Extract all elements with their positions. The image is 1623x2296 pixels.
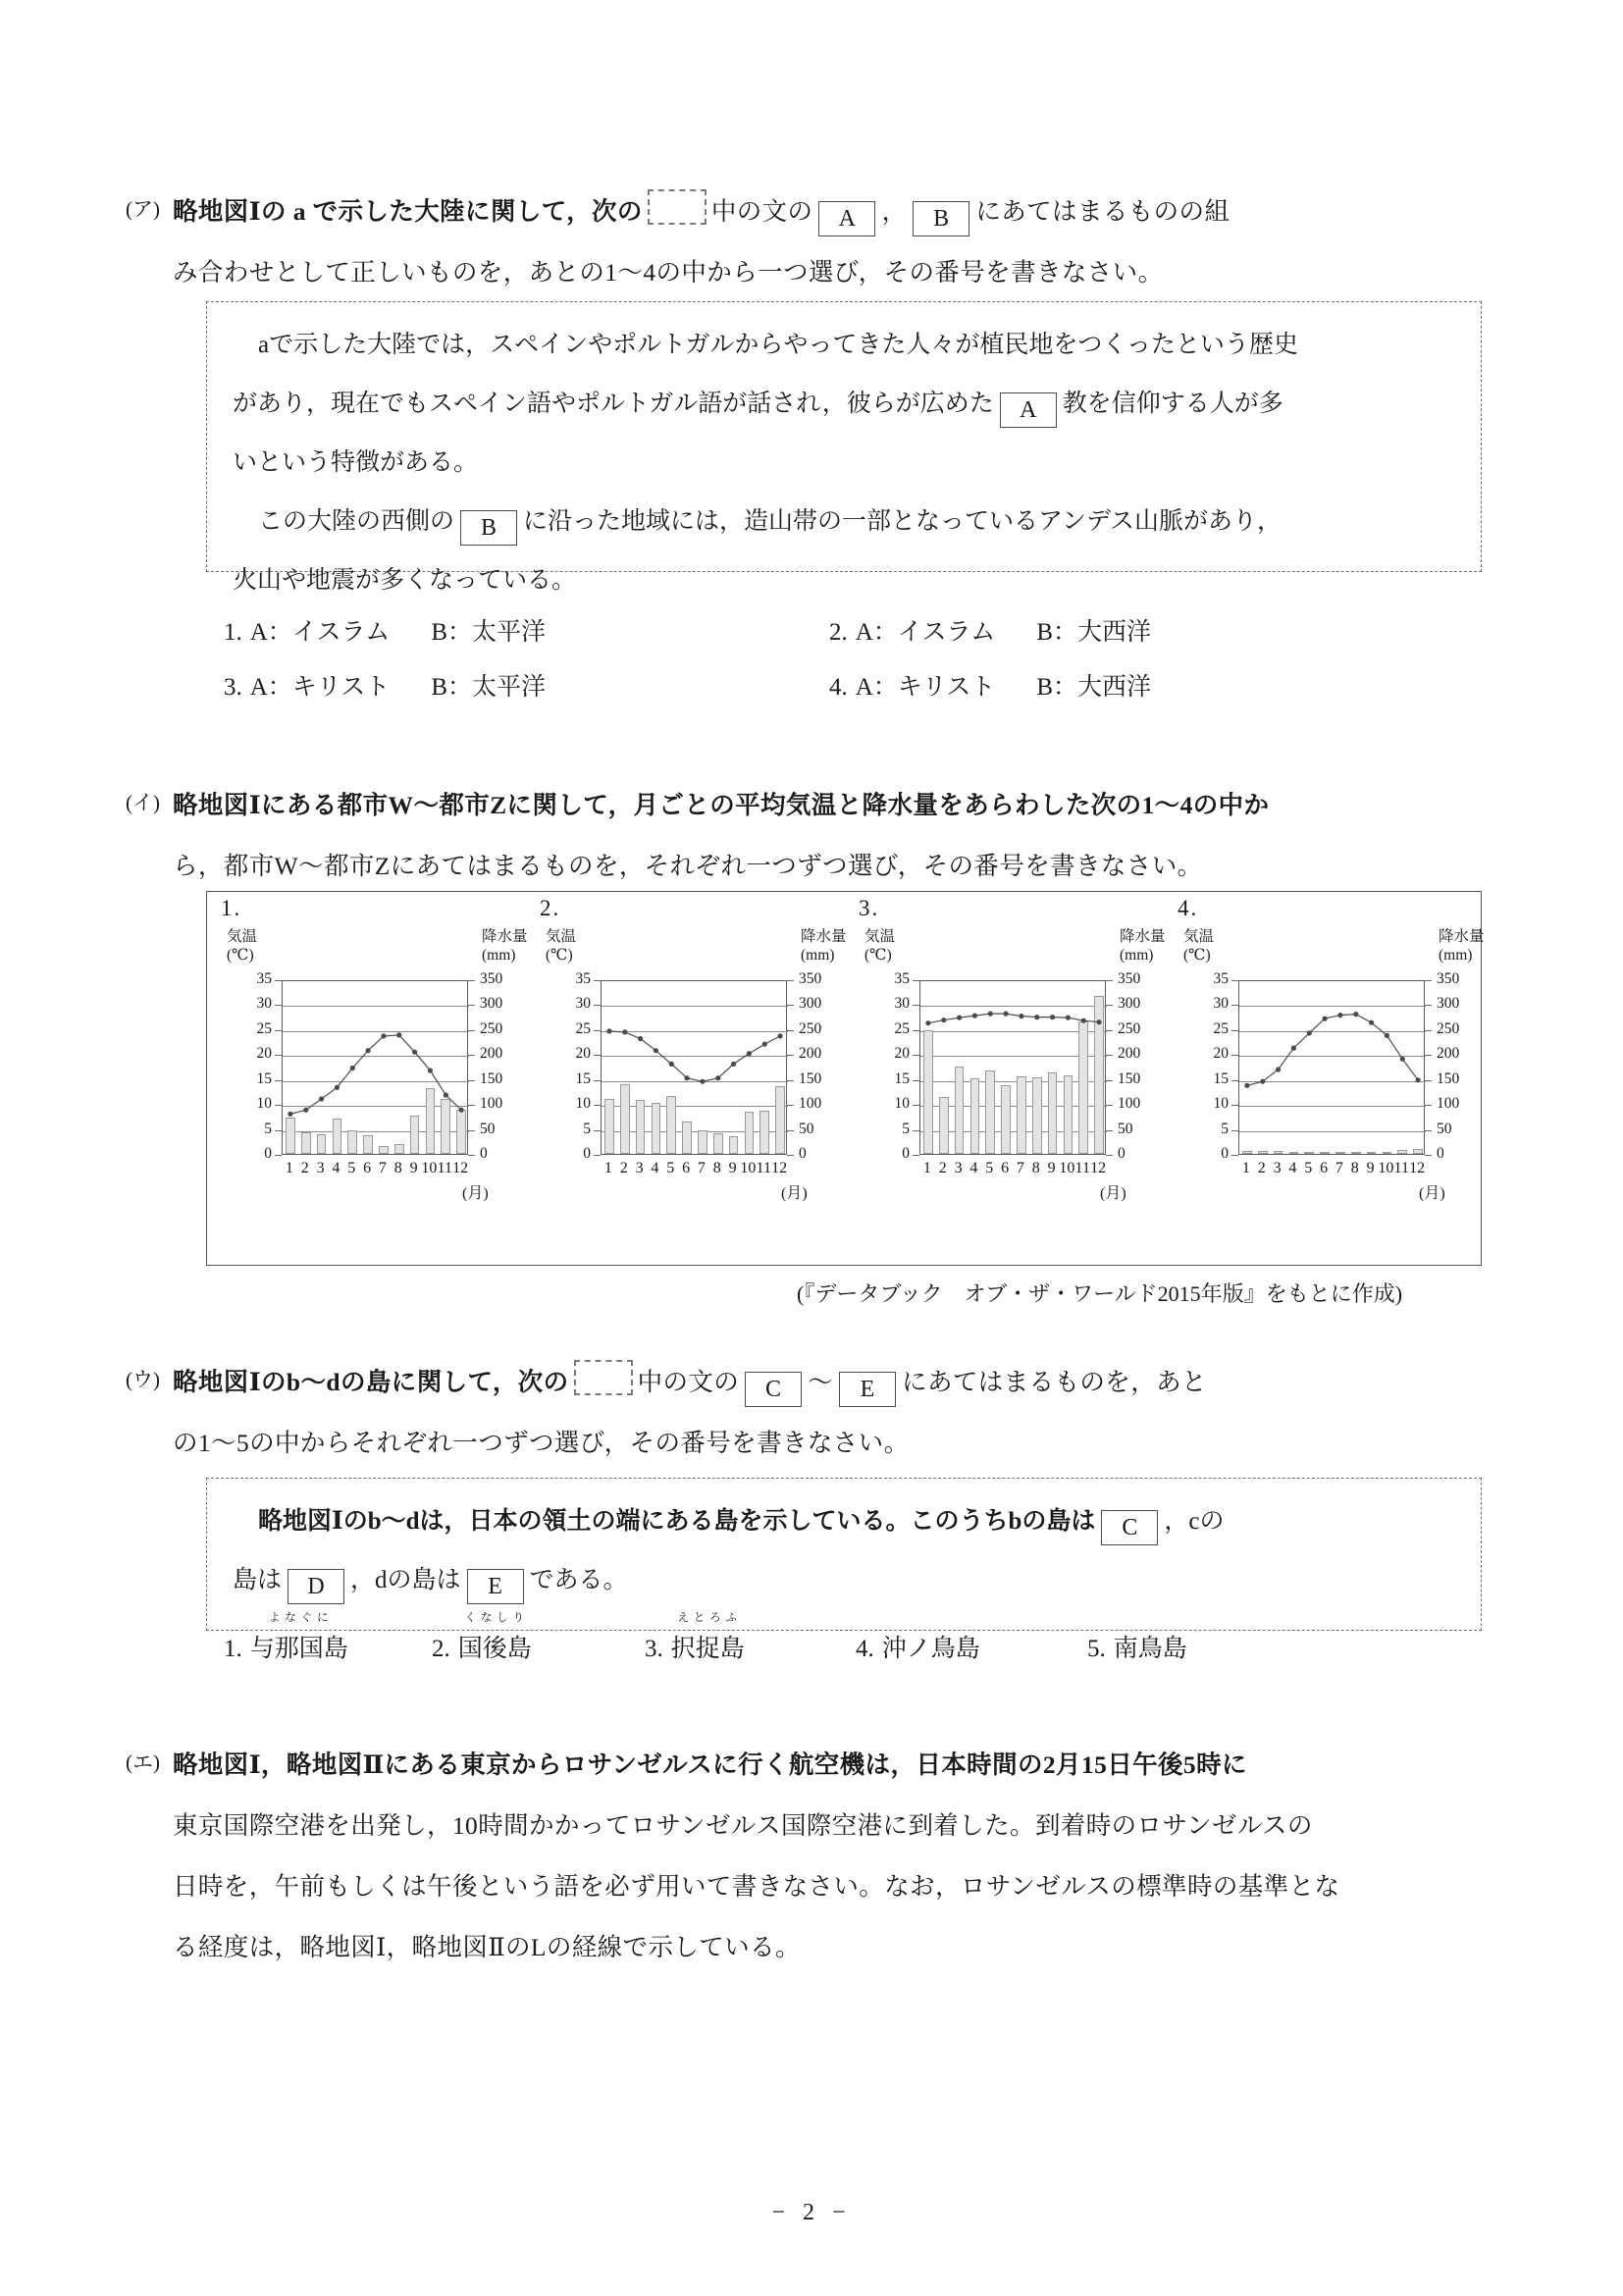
furigana: よ な ぐ に	[268, 1612, 330, 1624]
page-number: − 2 −	[771, 2200, 852, 2225]
tick-mark	[913, 1080, 919, 1081]
question-u	[126, 1352, 1499, 1474]
x-tick-month: 6	[1001, 1160, 1010, 1176]
temperature-line	[602, 981, 788, 1156]
tick-mark	[275, 1130, 282, 1131]
option-u-2-label	[457, 1612, 532, 1664]
furigana: く な し り	[464, 1612, 526, 1624]
x-tick-month: 4	[969, 1160, 978, 1176]
x-tick-month: 1	[603, 1160, 612, 1176]
option-a-2-B: B：大西洋	[1036, 619, 1151, 646]
plot-area-2	[601, 980, 787, 1155]
temperature-line	[920, 981, 1107, 1156]
question-a-text-1: 略地図Ⅰの a で示した大陸に関して，次の	[173, 197, 643, 226]
y-tick-temp: 15	[575, 1070, 591, 1087]
chart-title-2: 2.	[540, 896, 561, 920]
placeholder-box-icon	[574, 1360, 633, 1395]
option-u-4-text: 沖ノ鳥島	[881, 1636, 980, 1662]
passage-a-line-2a: があり，現在でもスペイン語やポルトガル語が話され，彼らが広めた	[233, 391, 994, 417]
y-tick-precip: 50	[1437, 1120, 1452, 1137]
tick-mark	[1231, 1030, 1238, 1031]
question-a-text-3: にあてはまるものの組	[975, 197, 1230, 226]
x-tick-month: 7	[378, 1160, 387, 1176]
tick-mark	[275, 1080, 282, 1081]
tick-mark	[1106, 1055, 1113, 1056]
placeholder-box-icon	[648, 189, 707, 225]
y-tick-precip: 0	[799, 1145, 807, 1162]
climate-chart-1	[221, 892, 540, 1267]
x-tick-month: 8	[712, 1160, 721, 1176]
x-axis-unit-label: (月)	[1419, 1185, 1445, 1202]
tick-mark	[787, 1055, 794, 1056]
x-tick-month: 3	[1273, 1160, 1282, 1176]
x-tick-month: 9	[728, 1160, 737, 1176]
x-axis-unit-label: (月)	[1100, 1185, 1126, 1202]
passage-a-line-1: aで示した大陸では，スペインやポルトガルからやってきた人々が植民地をつくったという歴史	[258, 332, 1298, 358]
y-tick-precip: 150	[480, 1070, 503, 1087]
y-tick-precip: 300	[480, 995, 503, 1013]
passage-u-line-1b: ，cの	[1164, 1508, 1225, 1535]
chart-title-4: 4.	[1178, 896, 1199, 920]
tick-mark	[787, 1005, 794, 1006]
option-u-3-label	[670, 1612, 745, 1664]
x-tick-month: 3	[954, 1160, 963, 1176]
passage-a-line-4a: この大陸の西側の	[258, 508, 455, 535]
option-u-1[interactable]	[224, 1612, 348, 1664]
x-tick-month: 3	[635, 1160, 644, 1176]
question-a-text-2: 中の文の	[710, 197, 813, 226]
x-tick-month: 11	[1393, 1160, 1409, 1176]
tick-mark	[1425, 1030, 1432, 1031]
y-tick-precip: 150	[1118, 1070, 1141, 1087]
tick-mark	[1231, 1005, 1238, 1006]
question-u-line-2: の1～5の中からそれぞれ一つずつ選び，その番号を書きなさい。	[173, 1429, 910, 1457]
y-tick-temp: 5	[902, 1120, 910, 1137]
y-axis-label-precipitation: 降水量 (mm)	[482, 928, 528, 964]
option-u-5[interactable]	[1087, 1629, 1187, 1664]
plot-area-3	[919, 980, 1106, 1155]
tick-mark	[1425, 1155, 1432, 1156]
tick-mark	[594, 1105, 601, 1106]
question-i-line-2: ら，都市W～都市Zにあてはまるものを，それぞれ一つずつ選び，その番号を書きなさい。	[173, 852, 1203, 880]
y-tick-temp: 0	[264, 1145, 272, 1162]
chart-title-1: 1.	[221, 896, 242, 920]
y-tick-precip: 250	[799, 1019, 822, 1037]
x-tick-month: 10	[740, 1160, 757, 1176]
x-tick-month: 1	[285, 1160, 293, 1176]
tick-mark	[1106, 1155, 1113, 1156]
question-u-text-2: 中の文の	[637, 1368, 740, 1396]
option-a-1-A: A：イスラム	[249, 619, 391, 646]
passage-frame-a	[206, 301, 1482, 594]
tick-mark	[468, 1155, 475, 1156]
tick-mark	[913, 1055, 919, 1056]
option-u-1-num: 1.	[224, 1636, 242, 1662]
passage-answer-box-e[interactable]: E	[467, 1569, 524, 1604]
y-tick-temp: 10	[256, 1095, 272, 1113]
x-tick-month: 2	[300, 1160, 309, 1176]
y-tick-temp: 15	[1213, 1070, 1229, 1087]
option-u-3-num: 3.	[645, 1636, 663, 1662]
y-tick-precip: 250	[1118, 1019, 1141, 1037]
tick-mark	[1106, 1130, 1113, 1131]
x-tick-month: 7	[1335, 1160, 1343, 1176]
y-tick-precip: 150	[799, 1070, 822, 1087]
y-tick-precip: 300	[1118, 995, 1141, 1013]
tick-mark	[275, 1105, 282, 1106]
x-tick-month: 4	[651, 1160, 659, 1176]
option-a-4-num: 4.	[829, 674, 848, 701]
y-tick-temp: 30	[256, 995, 272, 1013]
x-tick-month: 4	[1288, 1160, 1297, 1176]
question-u-tilde: ～	[808, 1368, 834, 1396]
tick-mark	[594, 1005, 601, 1006]
x-tick-month: 11	[1074, 1160, 1090, 1176]
x-tick-month: 11	[756, 1160, 771, 1176]
y-tick-precip: 0	[1437, 1145, 1444, 1162]
y-axis-label-temperature: 気温 (℃)	[1183, 928, 1215, 964]
tick-mark	[1231, 980, 1238, 981]
tick-mark	[275, 1005, 282, 1006]
tick-mark	[468, 1080, 475, 1081]
x-tick-month: 2	[938, 1160, 947, 1176]
y-tick-precip: 200	[480, 1045, 503, 1063]
y-tick-temp: 20	[575, 1045, 591, 1063]
question-a-marker: (ア)	[126, 197, 160, 221]
option-a-1[interactable]	[224, 612, 546, 648]
y-tick-precip: 350	[799, 970, 822, 987]
y-tick-temp: 10	[1213, 1095, 1229, 1113]
x-tick-month: 12	[452, 1160, 469, 1176]
y-tick-temp: 5	[264, 1120, 272, 1137]
chart-title-3: 3.	[859, 896, 880, 920]
x-tick-month: 4	[332, 1160, 340, 1176]
question-i-line-1: 略地図Ⅰにある都市W～都市Zに関して，月ごとの平均気温と降水量をあらわした次の1～4の中か	[173, 791, 1270, 819]
y-tick-precip: 350	[1118, 970, 1141, 987]
question-a-comma: ，	[881, 197, 908, 226]
tick-mark	[594, 1080, 601, 1081]
passage-a-line-4b: に沿った地域には，造山帯の一部となっているアンデス山脈があり，	[523, 508, 1283, 535]
x-tick-month: 5	[985, 1160, 994, 1176]
y-tick-precip: 100	[799, 1095, 822, 1113]
option-a-2[interactable]	[829, 612, 1151, 648]
y-axis-label-temperature: 気温 (℃)	[227, 928, 258, 964]
y-tick-precip: 300	[799, 995, 822, 1013]
tick-mark	[787, 1130, 794, 1131]
tick-mark	[1425, 1055, 1432, 1056]
option-a-4-A: A：キリスト	[855, 674, 996, 701]
option-u-3[interactable]	[645, 1612, 745, 1664]
x-tick-month: 12	[1409, 1160, 1426, 1176]
tick-mark	[1106, 1105, 1113, 1106]
option-a-2-A: A：イスラム	[855, 619, 996, 646]
y-tick-precip: 250	[1437, 1019, 1460, 1037]
y-tick-precip: 50	[799, 1120, 814, 1137]
x-tick-month: 11	[437, 1160, 452, 1176]
tick-mark	[594, 980, 601, 981]
y-tick-precip: 200	[1118, 1045, 1141, 1063]
y-axis-label-precipitation: 降水量 (mm)	[1439, 928, 1485, 964]
tick-mark	[1231, 1080, 1238, 1081]
option-a-1-num: 1.	[224, 619, 242, 646]
option-u-4[interactable]	[856, 1629, 980, 1664]
x-tick-month: 7	[697, 1160, 706, 1176]
option-a-3-A: A：キリスト	[249, 674, 391, 701]
tick-mark	[913, 1105, 919, 1106]
y-tick-precip: 200	[799, 1045, 822, 1063]
x-tick-month: 2	[619, 1160, 628, 1176]
y-tick-temp: 30	[575, 995, 591, 1013]
tick-mark	[787, 1030, 794, 1031]
y-tick-precip: 200	[1437, 1045, 1460, 1063]
x-tick-month: 5	[666, 1160, 675, 1176]
y-tick-precip: 150	[1437, 1070, 1460, 1087]
question-e-line-1: 略地図Ⅰ，略地図Ⅱにある東京からロサンゼルスに行く航空機は，日本時間の2月15日午後5時に	[173, 1750, 1247, 1779]
tick-mark	[1106, 980, 1113, 981]
tick-mark	[1106, 1080, 1113, 1081]
passage-u-line-1a: 略地図Ⅰのb～dは，日本の領土の端にある島を示している。このうちbの島は	[258, 1508, 1096, 1535]
x-tick-month: 1	[1241, 1160, 1250, 1176]
answer-box-a[interactable]: A	[818, 201, 875, 236]
question-i	[126, 775, 1499, 897]
tick-mark	[1231, 1130, 1238, 1131]
y-tick-temp: 25	[575, 1019, 591, 1037]
y-tick-temp: 20	[894, 1045, 910, 1063]
option-a-3[interactable]	[224, 667, 546, 703]
x-tick-month: 6	[363, 1160, 372, 1176]
passage-u-line-2b: ，dの島は	[350, 1567, 461, 1593]
tick-mark	[275, 1155, 282, 1156]
passage-a-line-3: いという特徴がある。	[233, 449, 479, 476]
option-u-2-num: 2.	[432, 1636, 450, 1662]
x-tick-month: 8	[1031, 1160, 1040, 1176]
y-tick-precip: 0	[480, 1145, 488, 1162]
question-e-line-2: 東京国際空港を出発し，10時間かかってロサンゼルス国際空港に到着した。到着時のロサンゼルスの	[173, 1811, 1313, 1840]
option-a-3-num: 3.	[224, 674, 242, 701]
x-tick-month: 2	[1257, 1160, 1266, 1176]
option-a-4-B: B：大西洋	[1036, 674, 1151, 701]
y-tick-temp: 5	[1221, 1120, 1229, 1137]
tick-mark	[913, 980, 919, 981]
passage-a-line-5: 火山や地震が多くなっている。	[233, 567, 577, 594]
passage-frame-u	[206, 1478, 1482, 1631]
y-tick-temp: 15	[256, 1070, 272, 1087]
option-u-1-text: 与那国島	[249, 1636, 348, 1662]
tick-mark	[787, 980, 794, 981]
tick-mark	[1425, 980, 1432, 981]
y-tick-temp: 10	[575, 1095, 591, 1113]
chart-source-note: (『データブック オブ・ザ・ワールド2015年版』をもとに作成)	[797, 1281, 1403, 1306]
x-tick-month: 1	[922, 1160, 931, 1176]
option-u-1-label	[249, 1612, 348, 1664]
y-tick-temp: 15	[894, 1070, 910, 1087]
tick-mark	[913, 1030, 919, 1031]
y-tick-temp: 30	[894, 995, 910, 1013]
tick-mark	[275, 1055, 282, 1056]
tick-mark	[913, 1005, 919, 1006]
answer-box-c[interactable]: C	[745, 1372, 802, 1407]
tick-mark	[913, 1155, 919, 1156]
passage-answer-box-d[interactable]: D	[288, 1569, 344, 1604]
answer-box-e[interactable]: E	[839, 1372, 896, 1407]
x-tick-month: 10	[1378, 1160, 1394, 1176]
plot-area-4	[1238, 980, 1425, 1155]
y-tick-precip: 300	[1437, 995, 1460, 1013]
x-axis-unit-label: (月)	[462, 1185, 489, 1202]
option-a-4[interactable]	[829, 667, 1151, 703]
x-tick-month: 5	[1304, 1160, 1313, 1176]
climate-chart-4	[1178, 892, 1496, 1267]
option-a-2-num: 2.	[829, 619, 848, 646]
passage-u-line-2a: 島は	[233, 1567, 283, 1593]
passage-answer-box-a[interactable]: A	[1000, 392, 1057, 428]
y-axis-label-precipitation: 降水量 (mm)	[801, 928, 847, 964]
y-tick-temp: 20	[1213, 1045, 1229, 1063]
option-u-5-num: 5.	[1087, 1636, 1106, 1662]
tick-mark	[275, 1030, 282, 1031]
y-tick-precip: 100	[1118, 1095, 1141, 1113]
y-tick-temp: 25	[894, 1019, 910, 1037]
question-e-line-4: る経度は，略地図Ⅰ，略地図ⅡのLの経線で示している。	[173, 1933, 801, 1961]
tick-mark	[787, 1080, 794, 1081]
y-tick-temp: 25	[256, 1019, 272, 1037]
passage-answer-box-c[interactable]: C	[1101, 1510, 1158, 1545]
temperature-line	[283, 981, 469, 1156]
option-a-3-B: B：太平洋	[431, 674, 546, 701]
climate-charts-panel	[206, 891, 1485, 1266]
tick-mark	[1106, 1005, 1113, 1006]
question-a	[126, 182, 1499, 303]
tick-mark	[1106, 1030, 1113, 1031]
x-tick-month: 8	[393, 1160, 402, 1176]
y-tick-precip: 250	[480, 1019, 503, 1037]
furigana: え と ろ ふ	[677, 1612, 739, 1624]
x-tick-month: 10	[421, 1160, 438, 1176]
tick-mark	[1425, 1005, 1432, 1006]
y-axis-label-precipitation: 降水量 (mm)	[1120, 928, 1166, 964]
temperature-line	[1239, 981, 1426, 1156]
option-u-2[interactable]	[432, 1612, 532, 1664]
tick-mark	[468, 1130, 475, 1131]
option-a-1-B: B：太平洋	[431, 619, 546, 646]
option-u-4-num: 4.	[856, 1636, 874, 1662]
y-tick-temp: 10	[894, 1095, 910, 1113]
tick-mark	[468, 1005, 475, 1006]
question-e-marker: (エ)	[126, 1750, 160, 1774]
y-tick-temp: 35	[894, 970, 910, 987]
y-tick-temp: 35	[575, 970, 591, 987]
x-axis-unit-label: (月)	[781, 1185, 808, 1202]
x-tick-month: 12	[771, 1160, 788, 1176]
y-tick-temp: 35	[1213, 970, 1229, 987]
tick-mark	[1231, 1055, 1238, 1056]
y-tick-temp: 0	[902, 1145, 910, 1162]
x-tick-month: 7	[1016, 1160, 1024, 1176]
y-tick-temp: 0	[583, 1145, 591, 1162]
tick-mark	[1425, 1130, 1432, 1131]
passage-answer-box-b[interactable]: B	[460, 510, 517, 546]
question-u-text-1: 略地図Ⅰのb～dの島に関して，次の	[173, 1368, 569, 1396]
tick-mark	[594, 1155, 601, 1156]
y-tick-precip: 0	[1118, 1145, 1126, 1162]
option-u-3-text: 択捉島	[670, 1636, 745, 1662]
question-e	[126, 1735, 1509, 1978]
y-tick-temp: 20	[256, 1045, 272, 1063]
x-tick-month: 9	[1366, 1160, 1375, 1176]
question-u-marker: (ウ)	[126, 1368, 160, 1391]
x-tick-month: 9	[409, 1160, 418, 1176]
x-tick-month: 5	[347, 1160, 356, 1176]
x-tick-month: 6	[682, 1160, 691, 1176]
y-tick-temp: 30	[1213, 995, 1229, 1013]
x-tick-month: 3	[316, 1160, 325, 1176]
question-i-marker: (イ)	[126, 791, 160, 814]
x-tick-month: 9	[1047, 1160, 1056, 1176]
y-tick-temp: 25	[1213, 1019, 1229, 1037]
y-axis-label-temperature: 気温 (℃)	[546, 928, 577, 964]
y-tick-precip: 50	[480, 1120, 496, 1137]
y-tick-precip: 100	[1437, 1095, 1460, 1113]
tick-mark	[275, 980, 282, 981]
y-axis-label-temperature: 気温 (℃)	[864, 928, 896, 964]
tick-mark	[594, 1055, 601, 1056]
y-tick-precip: 100	[480, 1095, 503, 1113]
tick-mark	[468, 1030, 475, 1031]
option-u-2-text: 国後島	[457, 1636, 532, 1662]
tick-mark	[787, 1105, 794, 1106]
answer-box-b[interactable]: B	[913, 201, 969, 236]
tick-mark	[468, 980, 475, 981]
y-tick-precip: 50	[1118, 1120, 1133, 1137]
y-tick-temp: 5	[583, 1120, 591, 1137]
y-tick-precip: 350	[480, 970, 503, 987]
climate-chart-3	[859, 892, 1178, 1267]
question-a-line-2: み合わせとして正しいものを，あとの1～4の中から一つ選び，その番号を書きなさい。	[173, 258, 1164, 287]
tick-mark	[1425, 1105, 1432, 1106]
question-e-line-3: 日時を，午前もしくは午後という語を必ず用いて書きなさい。なお，ロサンゼルスの標準時の基準とな	[173, 1872, 1340, 1901]
x-tick-month: 8	[1350, 1160, 1359, 1176]
y-tick-temp: 35	[256, 970, 272, 987]
tick-mark	[468, 1055, 475, 1056]
option-u-5-text: 南鳥島	[1113, 1636, 1187, 1662]
tick-mark	[1231, 1105, 1238, 1106]
tick-mark	[913, 1130, 919, 1131]
y-tick-temp: 0	[1221, 1145, 1229, 1162]
tick-mark	[594, 1030, 601, 1031]
tick-mark	[594, 1130, 601, 1131]
x-tick-month: 12	[1090, 1160, 1107, 1176]
x-tick-month: 6	[1320, 1160, 1329, 1176]
tick-mark	[468, 1105, 475, 1106]
climate-chart-2	[540, 892, 859, 1267]
tick-mark	[787, 1155, 794, 1156]
passage-u-line-2c: である。	[529, 1567, 628, 1593]
question-u-text-3: にあてはまるものを，あと	[902, 1368, 1207, 1396]
passage-a-line-2b: 教を信仰する人が多	[1062, 391, 1283, 417]
tick-mark	[1425, 1080, 1432, 1081]
y-tick-precip: 350	[1437, 970, 1460, 987]
plot-area-1	[282, 980, 468, 1155]
x-tick-month: 10	[1059, 1160, 1075, 1176]
tick-mark	[1231, 1155, 1238, 1156]
